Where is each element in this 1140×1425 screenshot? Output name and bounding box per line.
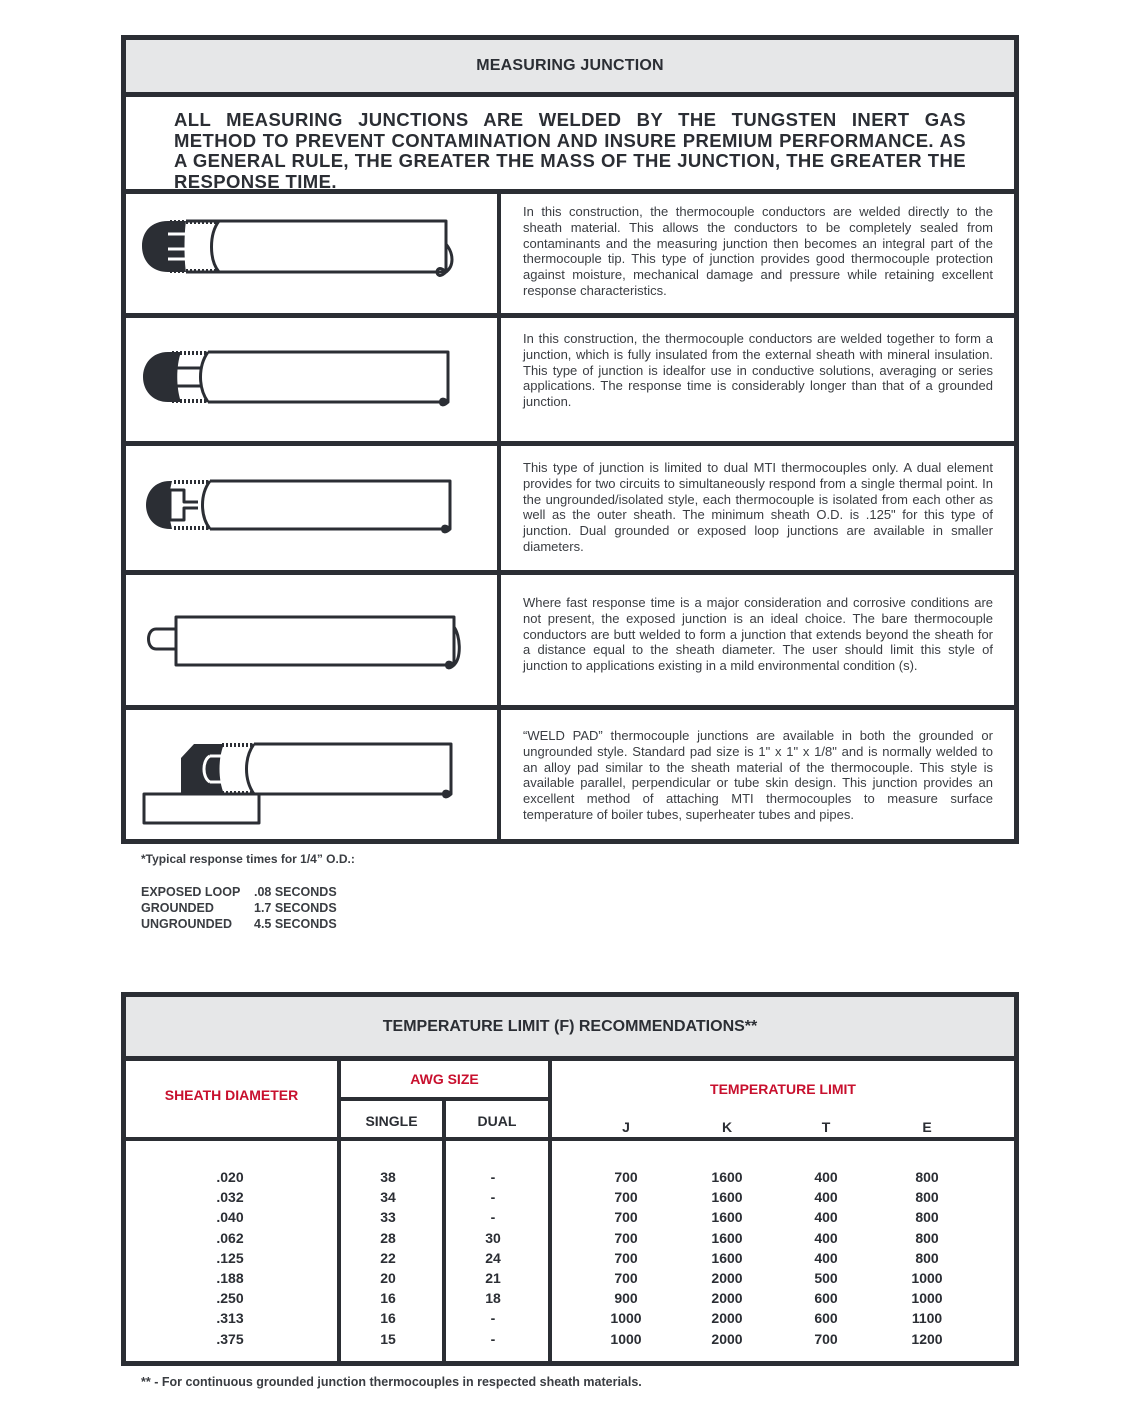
table-cell: 400 [814,1249,838,1266]
table-cell: 1600 [711,1249,743,1266]
table-cell: .375 [216,1330,244,1347]
table-cell: .125 [216,1249,244,1266]
table-cell: 700 [614,1269,638,1286]
table-divider [126,1137,1014,1141]
response-time-note: *Typical response times for 1/4” O.D.: [141,852,355,866]
table-cell: .032 [216,1189,244,1206]
response-time-value: 4.5 SECONDS [254,917,337,931]
table-cell: - [490,1330,496,1347]
table-cell: 400 [814,1209,838,1226]
measuring-junction-intro: ALL MEASURING JUNCTIONS ARE WELDED BY THE TUNGSTEN INERT GAS METHOD TO PREVENT CONTAMINATION AND INSURE PREMIUM PERFORMANCE. AS A GENERAL RULE, THE GREATER THE MASS OF THE JUNCTION, THE GREATER THE RESPONSE TIME. [126,97,1014,194]
table-cell: - [490,1169,496,1185]
grounded-junction-description: In this construction, the thermocouple conductors are welded directly to the sheath material. This allows the conductors to be completely sealed from contaminants and the measuring junction then becomes an integral part of the thermocouple tip. This type of junction provides good thermocouple protection against moisture, mechanical damage and pressure while retaining excellent response characteristics. [523,204,993,298]
table-cell: 1200 [911,1330,943,1347]
table-cell: 700 [614,1229,638,1246]
temperature-limit-header: TEMPERATURE LIMIT [710,1081,856,1097]
ungrounded-junction-icon [126,318,497,441]
sheath-diameter-header: SHEATH DIAMETER [164,1087,299,1103]
table-cell: 800 [915,1229,939,1246]
type-j-column [596,1167,656,1349]
table-cell: 20 [380,1269,396,1286]
type-k-column [697,1167,757,1349]
table-cell: 18 [485,1290,501,1307]
table-cell: 800 [915,1249,939,1266]
type-e-header: E [922,1119,932,1135]
table-cell: 1600 [711,1169,743,1185]
exposed-junction-icon [126,575,497,705]
table-cell: 700 [814,1330,838,1347]
type-t-column [796,1167,856,1349]
junction-row-dual [126,446,1014,575]
response-time-label: UNGROUNDED [141,917,232,931]
table-cell: 38 [380,1169,396,1185]
table-divider [337,1056,341,1361]
table-cell: - [490,1209,496,1226]
measuring-junction-table [121,35,1019,844]
ungrounded-junction-description: In this construction, the thermocouple conductors are welded together to form a junction, which is fully insulated from the external sheath with mineral insulation. This type of junction is idealfor use in conductive solutions, averaging or series applications. The response time is considerably longer than that of a grounded junction. [523,331,993,410]
table-cell: 700 [614,1169,638,1185]
junction-row-exposed [126,575,1014,710]
table-cell: 1600 [711,1229,743,1246]
table-divider [341,1097,548,1101]
table-cell: 400 [814,1229,838,1246]
table-cell: .040 [216,1209,244,1226]
table-cell: - [490,1310,496,1327]
table-cell: 500 [814,1269,838,1286]
table-cell: 1000 [610,1330,642,1347]
table-cell: .020 [216,1169,244,1185]
table-cell: 28 [380,1229,396,1246]
table-cell: 2000 [711,1290,743,1307]
table-cell: 30 [485,1229,501,1246]
response-time-value: 1.7 SECONDS [254,901,337,915]
table-cell: 21 [485,1269,501,1286]
response-time-label: EXPOSED LOOP [141,885,241,899]
table-cell: .313 [216,1310,244,1327]
table-cell: 1100 [911,1310,943,1327]
weld-pad-junction-icon [126,710,497,844]
response-time-item [141,900,337,916]
table-cell: 15 [380,1330,396,1347]
awg-size-header: AWG SIZE [410,1071,479,1087]
response-time-list [141,884,337,932]
table-cell: 1600 [711,1189,743,1206]
grounded-junction-icon [126,194,497,313]
table-cell: 2000 [711,1330,743,1347]
table-cell: 16 [380,1290,396,1307]
table-cell: .250 [216,1290,244,1307]
single-awg-column [358,1167,418,1349]
response-time-item [141,916,337,932]
response-time-item [141,884,337,900]
table-divider [548,1056,552,1361]
weld-pad-junction-description: “WELD PAD” thermocouple junctions are available in both the grounded or ungrounded style. Standard pad size is 1" x 1" x 1/8" and is normally welded to an alloy pad similar to the sheath material of the thermocouple. This style is available parallel, perpendicular or tube skin design. This junction provides an excellent method of attaching MTI thermocouples to measure surface temperature of boiler tubes, superheater tubes and pipes. [523,728,993,822]
table-cell: 1000 [610,1310,642,1327]
temperature-table-title: TEMPERATURE LIMIT (F) RECOMMENDATIONS** [126,997,1014,1061]
junction-row-grounded [126,194,1014,318]
table-cell: 1600 [711,1209,743,1226]
dual-isolated-junction-icon [126,446,497,570]
junction-row-weld-pad [126,710,1014,844]
table-cell: 700 [614,1189,638,1206]
measuring-junction-title: MEASURING JUNCTION [126,40,1014,97]
table-cell: 800 [915,1209,939,1226]
table-cell: 400 [814,1169,838,1185]
type-k-header: K [721,1119,733,1135]
table-cell: 1000 [911,1290,943,1307]
table-cell: 2000 [711,1269,743,1286]
table-cell: 22 [380,1249,396,1266]
type-e-column [897,1167,957,1349]
dual-junction-description: This type of junction is limited to dual MTI thermocouples only. A dual element provides for two circuits to simultaneously respond from a single thermal point. In the ungrounded/isolated style, each thermocouple is isolated from each other as well as the outer sheath. The minimum sheath O.D. is .125" for this type of junction. Dual grounded or exposed loop junctions are available in smaller diameters. [523,460,993,554]
table-cell: 900 [614,1290,638,1307]
table-cell: - [490,1189,496,1206]
table-cell: 700 [614,1209,638,1226]
dual-awg-column [463,1167,523,1349]
type-t-header: T [821,1119,831,1135]
response-time-value: .08 SECONDS [254,885,337,899]
dual-header: DUAL [477,1113,517,1129]
type-j-header: J [622,1119,630,1135]
table-cell: 2000 [711,1310,743,1327]
exposed-junction-description: Where fast response time is a major consideration and corrosive conditions are not present, the exposed junction is an ideal choice. The bare thermocouple conductors are butt welded to form a junction that extends beyond the sheath for a distance equal to the sheath diameter. The user should limit this style of junction to applications existing in a mild environmental condition (s). [523,595,993,674]
table-cell: 600 [814,1310,838,1327]
sheath-diameter-column [200,1167,260,1349]
table-cell: .188 [216,1269,244,1286]
single-header: SINGLE [365,1113,418,1129]
junction-row-ungrounded [126,318,1014,446]
temperature-table-footnote: ** - For continuous grounded junction thermocouples in respected sheath materials. [141,1375,642,1389]
table-cell: 16 [380,1310,396,1327]
table-cell: .062 [216,1229,244,1246]
table-cell: 700 [614,1249,638,1266]
table-cell: 400 [814,1189,838,1206]
table-cell: 800 [915,1169,939,1185]
table-cell: 33 [380,1209,396,1226]
table-cell: 600 [814,1290,838,1307]
table-cell: 24 [485,1249,501,1266]
response-time-label: GROUNDED [141,901,214,915]
table-cell: 800 [915,1189,939,1206]
table-cell: 1000 [911,1269,943,1286]
table-cell: 34 [380,1189,396,1206]
